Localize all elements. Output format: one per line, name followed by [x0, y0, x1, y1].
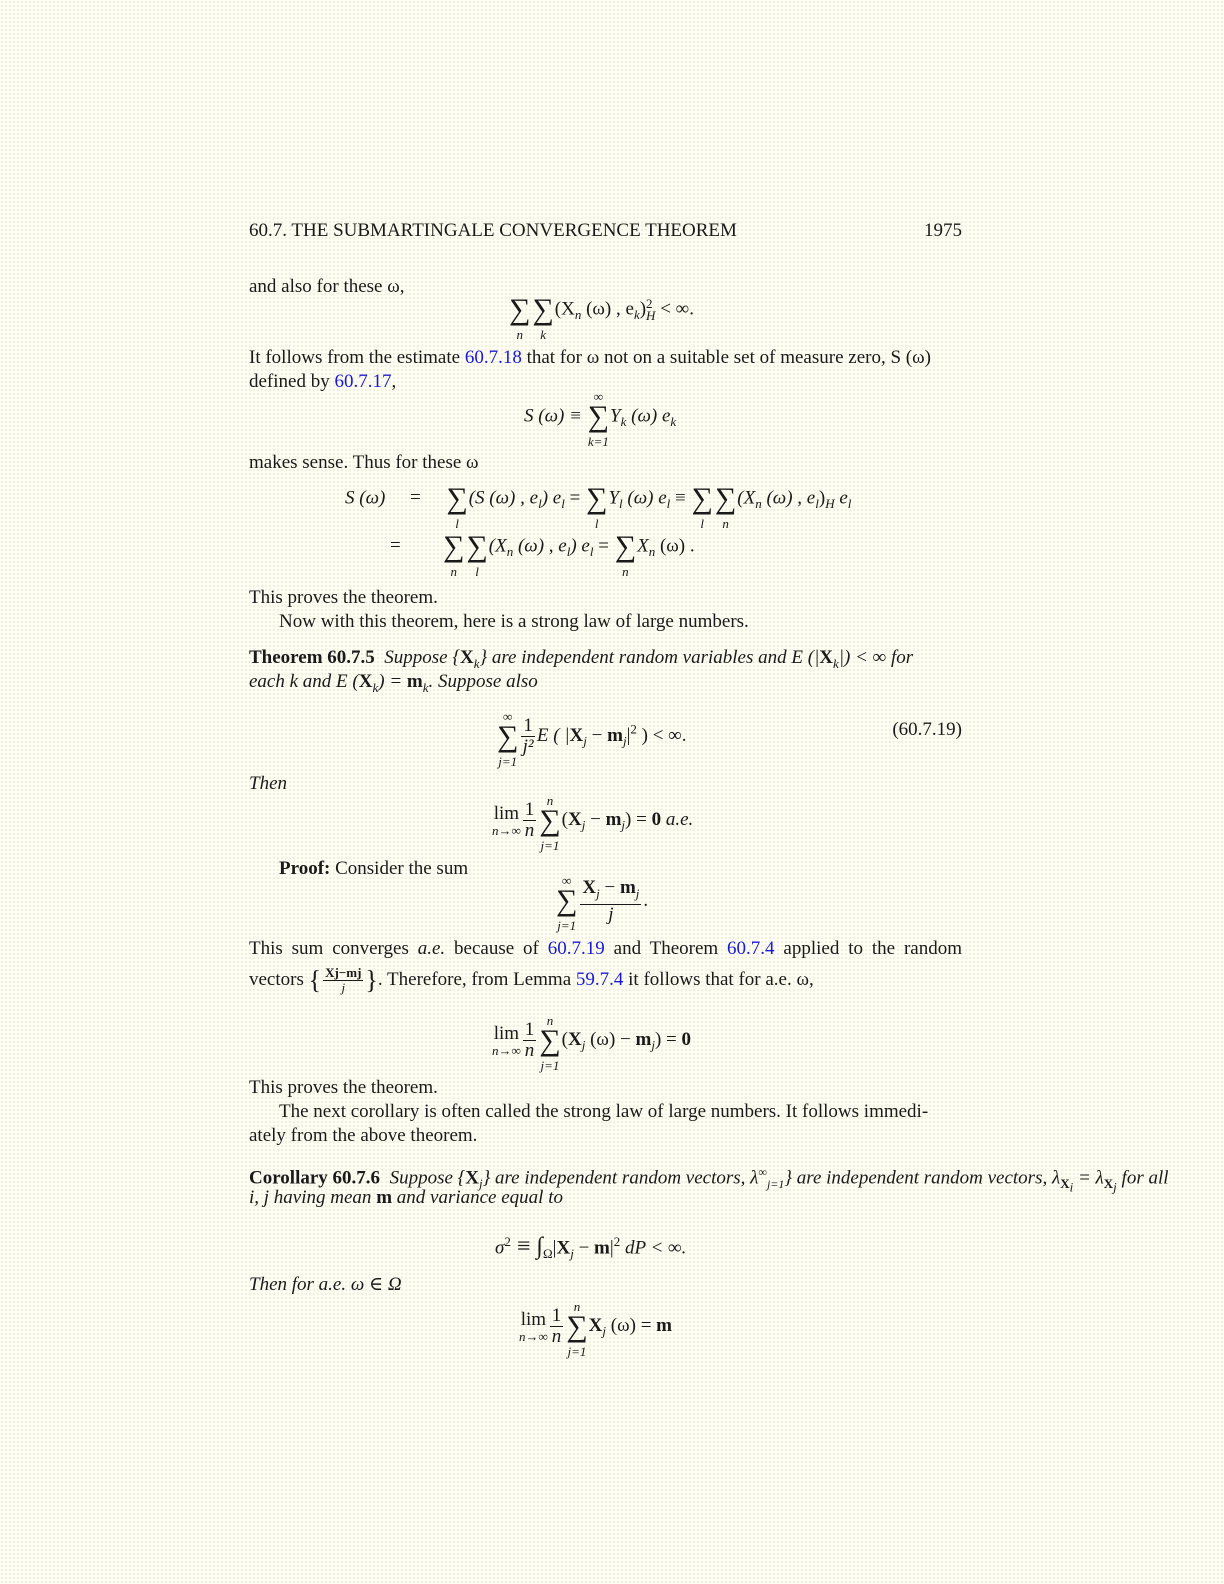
math-token: j: [583, 733, 587, 749]
math-token: 0: [681, 1028, 691, 1050]
math-token: e: [834, 487, 848, 509]
math-token: l: [566, 544, 571, 560]
math-token: X: [568, 808, 582, 830]
math-token: m: [605, 808, 622, 830]
math-token: (X: [554, 298, 575, 320]
equation-7: [492, 1012, 691, 1073]
ref-link[interactable]: 59.7.4: [575, 968, 624, 990]
math-token: (ω) , e: [581, 298, 634, 320]
math-token: Suppose {: [384, 647, 460, 668]
math-token: k: [473, 655, 480, 671]
math-token: j=1: [766, 1177, 785, 1192]
equation-3-line-1: [345, 482, 852, 531]
math-token: } are independent random vectors, λ: [482, 1167, 759, 1189]
math-token: H: [825, 496, 835, 512]
paragraph: The next corollary is often called the strong law of large numbers. It follows immedi-: [279, 1101, 929, 1122]
math-token: S (ω) ≡: [524, 405, 587, 427]
math-token: n: [622, 564, 629, 579]
math-token: X: [556, 1237, 571, 1259]
math-token: (ω) −: [585, 1028, 636, 1050]
math-token: n: [648, 544, 656, 560]
math-token: m: [619, 877, 636, 898]
math-token: −: [599, 877, 620, 898]
math-token: l: [561, 496, 565, 512]
math-token: (X: [488, 535, 507, 557]
math-token: ∑: [714, 482, 737, 515]
math-token: Ω: [542, 1246, 553, 1262]
math-token: X: [637, 535, 649, 557]
math-token: ∑: [532, 293, 554, 326]
math-token: X: [1103, 1176, 1114, 1192]
math-token: ∑: [497, 719, 519, 753]
equation-2: [524, 389, 677, 449]
math-token: j: [602, 1323, 607, 1339]
math-token: and Theorem: [604, 938, 728, 959]
math-token: dP < ∞.: [620, 1237, 687, 1259]
math-token: lim: [493, 803, 520, 824]
math-token: l: [594, 516, 599, 531]
math-token: k: [633, 307, 640, 323]
math-token: .: [643, 889, 649, 911]
ref-link[interactable]: 60.7.18: [464, 347, 522, 368]
math-token: E ( |: [536, 724, 570, 746]
ref-link[interactable]: 60.7.4: [727, 938, 775, 959]
paragraph: Now with this theorem, here is a strong law of large numbers.: [279, 611, 749, 632]
math-token: i, j having mean: [249, 1187, 377, 1208]
math-token: ): [818, 487, 826, 509]
math-token: j: [478, 1176, 483, 1192]
math-token: j: [581, 817, 586, 833]
math-token: . Therefore, from Lemma: [377, 968, 576, 990]
math-token: m: [406, 671, 423, 692]
math-token: ) =: [625, 808, 652, 830]
math-token: ∑: [443, 530, 465, 563]
proof-label: Proof:: [279, 858, 331, 879]
math-token: (ω) =: [606, 1314, 657, 1336]
math-token: 2: [630, 721, 637, 737]
math-token: ∑: [446, 482, 468, 515]
math-token: it follows that for a.e. ω,: [623, 968, 814, 990]
math-token: n: [524, 1040, 535, 1061]
math-token: (ω) e: [622, 487, 667, 509]
math-token: j=1: [567, 1343, 587, 1359]
math-token: l: [455, 516, 459, 531]
equation-5: [492, 792, 694, 853]
math-token: Y: [610, 405, 621, 427]
math-token: < ∞.: [655, 298, 694, 320]
math-token: −: [586, 724, 608, 746]
math-token: j: [341, 980, 346, 995]
math-token: S (ω): [345, 487, 386, 509]
math-token: ) =: [378, 671, 407, 692]
header-title: 60.7. THE SUBMARTINGALE CONVERGENCE THEOREM: [249, 220, 737, 241]
math-token: ∞: [758, 1165, 767, 1179]
math-token: X: [1060, 1176, 1070, 1192]
math-token: because of: [445, 938, 548, 959]
math-token: l: [700, 516, 704, 531]
math-token: l: [619, 496, 623, 512]
running-header: [249, 219, 962, 243]
math-token: n: [574, 307, 582, 323]
equation-9: [519, 1298, 672, 1359]
math-token: (ω) , e: [761, 487, 816, 509]
math-token: ∑: [566, 1309, 588, 1343]
math-token: m: [376, 1187, 393, 1208]
math-token: i: [1069, 1179, 1074, 1195]
math-token: 2: [613, 1234, 621, 1249]
math-token: 2: [504, 1234, 511, 1249]
paragraph: and also for these ω,: [249, 276, 405, 297]
math-token: (ω) .: [655, 535, 695, 557]
math-token: j: [1113, 1179, 1117, 1195]
math-token: n: [573, 1298, 581, 1314]
paragraph: [249, 937, 962, 961]
math-token: n: [450, 564, 457, 579]
math-token: ∑: [556, 884, 578, 918]
page-number: 1975: [924, 220, 962, 241]
math-token: k: [540, 327, 546, 342]
math-token: } are independent random variables and E (|: [479, 647, 820, 668]
math-token: n→∞: [492, 1043, 521, 1058]
math-token: ) < ∞.: [636, 724, 687, 746]
math-token: a.e.: [417, 938, 446, 959]
math-token: n: [516, 327, 523, 342]
paragraph: vectors { $\frac{Xj-mj}{j}$ }. Therefore, from Lemma 59.7.4 it follows that for a.e. ω,: [249, 965, 814, 995]
equation-3-line-2: [390, 530, 695, 579]
math-token: X: [358, 671, 373, 692]
corollary-statement: [249, 1186, 962, 1210]
equation-8: [495, 1230, 686, 1266]
math-token: k=1: [587, 434, 609, 449]
math-token: j=1: [557, 918, 577, 934]
math-token: j=1: [540, 837, 560, 853]
math-token: } are independent random vectors, λ: [784, 1167, 1061, 1189]
math-token: −: [573, 1237, 595, 1259]
math-token: −: [585, 808, 606, 830]
math-token: n: [546, 1012, 554, 1028]
math-token: k: [620, 414, 627, 430]
math-token: l: [589, 544, 594, 560]
math-token: ≡ ∫: [510, 1233, 543, 1260]
paragraph: [249, 772, 962, 796]
math-token: m: [635, 1028, 652, 1050]
corollary-label: Corollary 60.7.6: [249, 1167, 381, 1189]
math-token: =: [564, 487, 586, 509]
math-token: (ω) e: [626, 405, 671, 427]
math-token: X: [465, 1167, 479, 1189]
theorem-statement: [249, 670, 962, 700]
math-token: 2: [646, 296, 653, 311]
math-token: 1: [524, 799, 535, 820]
math-token: |: [552, 1237, 557, 1259]
math-token: |) < ∞ for: [838, 647, 914, 668]
math-token: Then: [249, 773, 287, 794]
math-token: ) e: [541, 487, 562, 509]
math-token: l: [475, 564, 479, 579]
math-token: j: [581, 1037, 586, 1053]
math-token: ) =: [654, 1028, 682, 1050]
math-token: |: [626, 724, 631, 746]
math-token: Suppose {: [389, 1167, 466, 1189]
math-token: j: [651, 1037, 655, 1053]
math-token: =: [409, 487, 421, 509]
math-token: j: [635, 885, 640, 901]
math-token: |: [609, 1237, 614, 1259]
math-token: ): [639, 298, 647, 320]
ref-link[interactable]: 60.7.17: [334, 371, 392, 392]
math-token: j=1: [540, 1057, 560, 1073]
paragraph: makes sense. Thus for these ω: [249, 452, 479, 473]
math-token: ∑: [539, 1023, 561, 1057]
math-token: (X: [737, 487, 756, 509]
theorem-label: Theorem 60.7.5: [249, 647, 375, 668]
math-token: j: [622, 733, 627, 749]
math-token: ∑: [587, 400, 610, 433]
equation-4: [496, 708, 687, 769]
math-token: (: [561, 808, 568, 830]
math-token: ) e: [570, 535, 590, 557]
math-token: n→∞: [492, 823, 521, 838]
math-token: ≡: [670, 487, 691, 509]
paragraph: ately from the above theorem.: [249, 1125, 478, 1146]
math-token: defined by: [249, 371, 335, 392]
math-token: j: [596, 885, 600, 901]
math-token: that for ω not on a suitable set of measure zero, S (ω): [521, 347, 931, 368]
equation-1: [508, 293, 694, 342]
math-token: n: [722, 516, 729, 531]
paragraph: This proves the theorem.: [249, 1077, 438, 1098]
math-token: H: [646, 308, 656, 323]
math-token: X: [588, 1314, 603, 1336]
math-token: ∑: [586, 482, 608, 515]
math-token: =: [390, 535, 401, 557]
math-token: k: [422, 679, 429, 695]
math-token: j: [621, 817, 626, 833]
math-token: 0: [651, 808, 662, 830]
math-token: n: [524, 820, 535, 841]
math-token: X: [569, 724, 584, 746]
math-token: 1: [524, 1019, 535, 1040]
math-token: ∑: [539, 803, 561, 837]
math-token: j: [608, 903, 614, 925]
math-token: X: [459, 647, 474, 668]
math-token: n: [506, 544, 514, 560]
math-token: ∞: [562, 873, 572, 889]
math-token: Consider the sum: [330, 858, 469, 879]
math-token: (: [561, 1028, 568, 1050]
ref-link[interactable]: 60.7.19: [547, 938, 605, 959]
math-token: a.e.: [661, 808, 694, 830]
math-token: ∑: [691, 482, 713, 515]
math-token: (S (ω) , e: [468, 487, 539, 509]
math-token: = λ: [1073, 1167, 1104, 1189]
math-token: Xj−mj: [325, 965, 362, 980]
math-token: 1: [523, 715, 533, 736]
math-token: j: [570, 1246, 574, 1262]
math-token: X: [568, 1028, 582, 1050]
math-token: for all: [1116, 1167, 1169, 1189]
math-token: n: [755, 496, 762, 512]
math-token: X: [819, 647, 834, 668]
math-token: This sum converges: [249, 938, 418, 959]
math-token: k: [833, 655, 839, 671]
math-token: applied to the random: [774, 938, 962, 959]
math-token: vectors: [249, 968, 309, 990]
math-token: m: [656, 1314, 672, 1336]
math-token: ∑: [614, 530, 637, 563]
math-token: l: [538, 496, 542, 512]
paragraph: This proves the theorem.: [249, 587, 438, 608]
math-token: lim: [520, 1309, 547, 1330]
math-token: l: [666, 496, 671, 512]
math-token: (ω) , e: [513, 535, 567, 557]
math-token: j=1: [498, 753, 518, 769]
math-token: j²: [522, 736, 534, 757]
math-token: . Suppose also: [428, 671, 538, 692]
math-token: k: [670, 414, 677, 430]
math-token: ∑: [509, 293, 531, 326]
math-token: k: [372, 679, 379, 695]
paragraph: [249, 346, 962, 370]
math-token: m: [607, 724, 623, 746]
math-token: It follows from the estimate: [249, 347, 465, 368]
math-token: =: [593, 535, 614, 557]
math-token: ∞: [593, 389, 603, 404]
equation-6: [555, 873, 649, 934]
math-token: and variance equal to: [392, 1187, 563, 1208]
math-token: ∑: [466, 530, 488, 563]
math-token: m: [594, 1237, 610, 1259]
math-token: X: [582, 877, 597, 898]
math-token: ,: [391, 371, 397, 392]
math-token: each k and E (: [249, 671, 359, 692]
math-token: Y: [608, 487, 620, 509]
paragraph: [249, 1273, 962, 1297]
math-token: Then for a.e. ω ∈ Ω: [249, 1274, 402, 1295]
math-token: n: [546, 792, 554, 808]
math-token: ∞: [503, 708, 513, 724]
math-token: σ: [495, 1237, 505, 1259]
equation-number: (60.7.19): [892, 719, 962, 740]
math-token: n→∞: [519, 1329, 548, 1344]
math-token: 1: [551, 1305, 562, 1326]
math-token: n: [551, 1326, 562, 1347]
math-token: l: [847, 496, 852, 512]
math-token: lim: [493, 1023, 520, 1044]
math-token: l: [815, 496, 819, 512]
